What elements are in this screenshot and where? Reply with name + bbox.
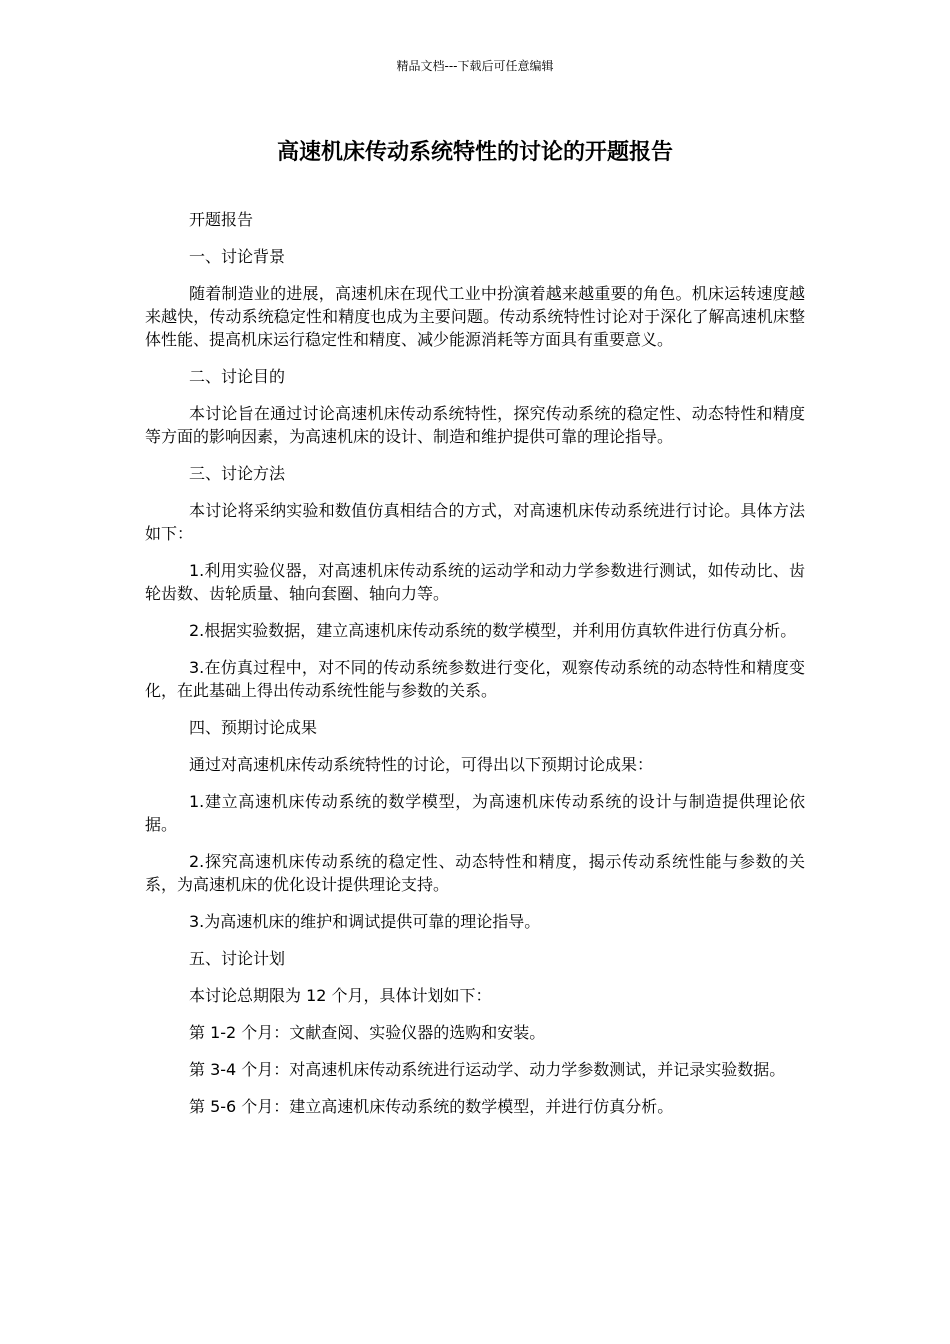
paragraph: 本讨论总期限为 12 个月，具体计划如下： [189, 986, 492, 1005]
paragraph: 开题报告 [189, 210, 254, 229]
paragraph: 随着制造业的进展，高速机床在现代工业中扮演着越来越重要的角色。机床运转速度越来越快，传动系统稳定性和精度也成为主要问题。传动系统特性讨论对于深化了解高速机床整体性能、提高机床运行稳定性和精度、减少能源消耗等方面具有重要意义。 [145, 284, 805, 349]
paragraph: 通过对高速机床传动系统特性的讨论，可得出以下预期讨论成果： [189, 755, 654, 774]
section-heading: 四、预期讨论成果 [189, 718, 318, 737]
plan-item: 第 5-6 个月：建立高速机床传动系统的数学模型，并进行仿真分析。 [189, 1097, 674, 1116]
plan-item: 第 1-2 个月：文献查阅、实验仪器的选购和安装。 [189, 1023, 546, 1042]
list-item: 2.根据实验数据，建立高速机床传动系统的数学模型，并利用仿真软件进行仿真分析。 [189, 621, 797, 640]
list-item: 1.利用实验仪器，对高速机床传动系统的运动学和动力学参数进行测试，如传动比、齿轮齿数、齿轮质量、轴向套圈、轴向力等。 [145, 561, 805, 603]
plan-item: 第 3-4 个月：对高速机床传动系统进行运动学、动力学参数测试，并记录实验数据。 [189, 1060, 786, 1079]
paragraph: 本讨论将采纳实验和数值仿真相结合的方式，对高速机床传动系统进行讨论。具体方法如下： [145, 501, 805, 543]
document-body [145, 208, 805, 1132]
section-heading: 一、讨论背景 [189, 247, 286, 266]
list-item: 1.建立高速机床传动系统的数学模型，为高速机床传动系统的设计与制造提供理论依据。 [145, 792, 805, 834]
list-item: 3.为高速机床的维护和调试提供可靠的理论指导。 [189, 912, 541, 931]
list-item: 3.在仿真过程中，对不同的传动系统参数进行变化，观察传动系统的动态特性和精度变化，在此基础上得出传动系统性能与参数的关系。 [145, 658, 805, 700]
section-heading: 五、讨论计划 [189, 949, 286, 968]
page-header: 精品文档---下载后可任意编辑 [396, 59, 554, 73]
paragraph: 本讨论旨在通过讨论高速机床传动系统特性，探究传动系统的稳定性、动态特性和精度等方面的影响因素，为高速机床的设计、制造和维护提供可靠的理论指导。 [145, 404, 805, 446]
section-heading: 三、讨论方法 [189, 464, 286, 483]
document-title: 高速机床传动系统特性的讨论的开题报告 [276, 140, 673, 165]
section-heading: 二、讨论目的 [189, 367, 286, 386]
list-item: 2.探究高速机床传动系统的稳定性、动态特性和精度，揭示传动系统性能与参数的关系，为高速机床的优化设计提供理论支持。 [145, 852, 805, 894]
